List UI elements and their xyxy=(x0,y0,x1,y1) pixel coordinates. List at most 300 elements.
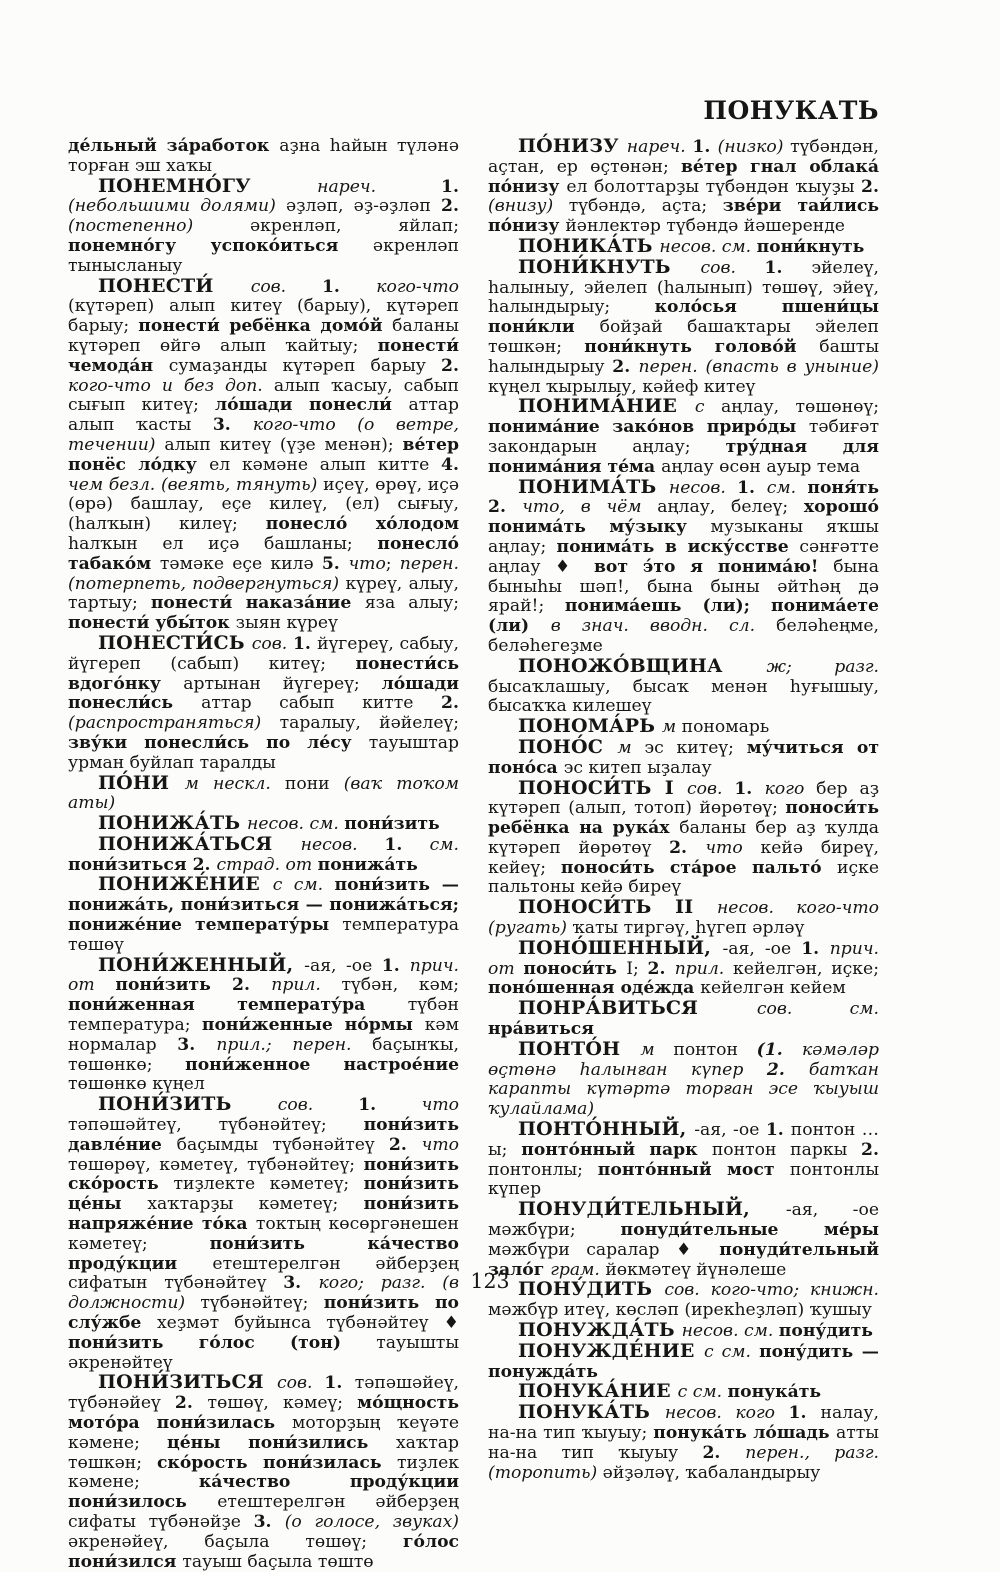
text-run: пону́дить — понужда́ть xyxy=(488,1341,879,1382)
text-run: несов. см. xyxy=(659,236,757,257)
text-run: етештерелгән әйберҙең сифатын түбәнәйтеү xyxy=(68,1253,459,1294)
text-run: кого-что (о ветре, течении) xyxy=(68,415,459,455)
text-run: 3. xyxy=(253,1511,285,1532)
text-run: ПОНЕМНО́ГУ xyxy=(98,174,318,197)
text-run: -ая, -ое xyxy=(722,938,802,959)
text-run: йөкмәтеү йүнәлеше xyxy=(605,1259,787,1280)
text-run: аттар алып ҡасты xyxy=(68,395,459,436)
text-run: поноси́ть ребёнка на рука́х xyxy=(488,798,879,839)
text-run: аңлау өсөн ауыр тема xyxy=(661,456,861,477)
text-run: -ая, -ое мәжбүри; xyxy=(488,1200,879,1241)
text-run: понести́сь вдого́нку xyxy=(68,653,459,694)
text-run: что xyxy=(705,837,761,858)
text-run: музыканы яҡшы аңлау; xyxy=(488,517,879,557)
text-run: ж; разг. xyxy=(766,656,879,677)
text-run: (о голосе, звуках) xyxy=(284,1511,459,1532)
text-run: 2. xyxy=(647,958,675,979)
text-run: зве́ри таи́лись по́низу xyxy=(488,196,879,237)
text-run: кейелгән кейем xyxy=(700,978,846,999)
text-run: перен. (впасть в уныние) xyxy=(638,356,879,377)
text-run: бысаҡлашыу, бысаҡ менән һуғышыу, бысаҡҡа килешеү xyxy=(488,676,879,717)
text-run: 2. xyxy=(192,854,217,875)
text-run: аттар сабып китте xyxy=(201,693,442,714)
text-run: иҫке пальтоны кейә биреү xyxy=(488,857,879,898)
text-run: 2. xyxy=(174,1393,208,1414)
text-run: пони́зить xyxy=(344,814,440,835)
text-run: 2. xyxy=(612,356,639,377)
text-run: налау, на-на тип ҡыуыу; xyxy=(488,1403,879,1443)
text-run: пони́кнуть голово́й xyxy=(584,336,820,357)
text-run: понима́ть в иску́сстве xyxy=(556,536,800,557)
text-run: түбәндән, аҫтан, ер өҫтөнән; xyxy=(488,137,879,177)
text-run: (постепенно) xyxy=(68,216,250,237)
text-run: ПОНИ́ЗИТЬСЯ xyxy=(98,1371,278,1394)
text-run: эйелеү, һалыныу, эйелеп (һалынып) төшөү, эйеү, һалындырыу; xyxy=(488,257,879,318)
text-run: нра́виться xyxy=(488,1019,594,1040)
text-run: 2. xyxy=(441,196,459,217)
text-run: 1. xyxy=(358,1095,422,1116)
dictionary-entry xyxy=(68,631,459,774)
text-run: (внизу) xyxy=(488,196,569,217)
text-run: м нескл. xyxy=(184,773,285,794)
text-run: ПОНТО́Н xyxy=(518,1037,641,1060)
dictionary-entry xyxy=(68,814,459,835)
text-run: 1. xyxy=(321,276,377,297)
text-run: һалҡын ел иҫә башланы; xyxy=(68,533,378,554)
text-run: в знач. вводн. сл. xyxy=(550,616,777,637)
text-run: ПОНО́ШЕННЫЙ, xyxy=(518,936,723,959)
text-run: пони́зить 2. xyxy=(115,975,272,996)
dictionary-entry xyxy=(488,717,879,738)
text-run: (ваҡ тоҡом аты) xyxy=(68,773,459,814)
text-run: аҙна һайын түләнә торған эш хаҡы xyxy=(68,136,459,176)
text-run: сов. кого-что; книжн. xyxy=(664,1280,879,1301)
text-run: 1. xyxy=(324,1373,355,1394)
text-run: токтың көсөргәнешен кәметеү; xyxy=(68,1214,459,1254)
text-run: ♦ понуди́тельный зало́г xyxy=(488,1239,879,1280)
text-run: 2. xyxy=(861,1139,879,1160)
text-run: әйҙәләү, ҡабаландырыу xyxy=(602,1462,821,1483)
text-run: понука́ть ло́шадь xyxy=(653,1423,837,1443)
text-run: ПОНИ́ЖЕННЫЙ, xyxy=(98,953,305,976)
text-run: -ая, -ое xyxy=(304,955,382,976)
text-run: әҙләп, әҙ-әҙләп xyxy=(286,196,442,217)
text-run: ел болоттарҙы түбәндән ҡыуҙы xyxy=(566,176,862,197)
text-run: ПОНИЖЕ́НИЕ xyxy=(98,873,273,896)
text-run: понести́ наказа́ние xyxy=(150,593,365,614)
text-run: пони́зить напряже́ние то́ка xyxy=(68,1194,459,1235)
text-run: сов. см. xyxy=(756,999,879,1020)
text-run: несов. xyxy=(300,834,385,855)
text-run: что, в чём xyxy=(522,497,658,518)
text-run: баланы күтәреп өйгә алып ҡайтыу; xyxy=(68,316,459,356)
text-run: йүгереү, сабыу, йүгереп (сабып) китеү; xyxy=(68,633,459,674)
text-run: несов. см. xyxy=(247,814,345,835)
text-run: тиҙлек кәмене; xyxy=(68,1452,459,1493)
text-run: тауыштар урман буйлап таралды xyxy=(68,732,459,773)
text-run: кого xyxy=(764,778,817,799)
text-run: понести́ убы́ток xyxy=(68,613,236,634)
text-run: пони́зить — понижа́ть, пони́зиться — понижа́ться; пониже́ние температу́ры xyxy=(68,875,459,936)
text-run: ПОНИМА́ТЬ xyxy=(518,475,669,498)
text-run: це́ны пони́зились xyxy=(167,1432,396,1453)
text-run: бойҙай башаҡтары эйелеп төшкән; xyxy=(488,317,879,357)
page-number: 123 xyxy=(470,1269,510,1293)
text-run: зыян күреү xyxy=(235,613,338,634)
dictionary-entry xyxy=(68,832,459,876)
text-run: прил. xyxy=(674,958,733,979)
text-run: 1. xyxy=(384,834,430,855)
text-run: тиҙлекте кәметеү; xyxy=(173,1174,364,1195)
text-run: ПОНУКА́НИЕ xyxy=(518,1380,678,1403)
text-run: хаҡтар төшкән; xyxy=(68,1432,459,1473)
text-run: -ая, -ое xyxy=(694,1120,766,1141)
dictionary-entry xyxy=(68,1095,459,1373)
text-run: етештерелгән әйберҙең сифаты түбәнәйҙе xyxy=(68,1492,459,1532)
text-run: кого-что xyxy=(376,276,459,297)
text-run: төшөнкө күңел xyxy=(68,1074,205,1095)
text-run: с см. xyxy=(677,1382,728,1403)
text-run: 2. xyxy=(766,1059,809,1080)
text-run: ло́шади понесли́сь xyxy=(68,673,459,714)
text-run: түбәндә, аҫта; xyxy=(568,196,723,217)
text-run: го́лос пони́зился xyxy=(68,1531,459,1572)
text-run: ПОНО́С xyxy=(518,735,618,758)
text-run: му́читься от поно́са xyxy=(488,737,880,778)
text-run: перен., разг. (торопить) xyxy=(488,1442,879,1483)
text-run: поноси́ть xyxy=(523,958,627,979)
text-run: грам. xyxy=(550,1259,606,1280)
text-run: ПО́НИ xyxy=(98,771,185,794)
text-run: кейелгән, иҫке; xyxy=(732,958,880,979)
dictionary-entry xyxy=(488,735,880,779)
text-run: ПОНИКА́ТЬ xyxy=(518,234,660,257)
text-run: ПОНИ́КНУТЬ xyxy=(518,255,701,278)
text-run: кәмәләр өҫтөнә һалынған күпер xyxy=(488,1039,879,1080)
text-run: тауыш баҫыла төштө xyxy=(182,1551,374,1572)
text-run: де́льный за́работок xyxy=(68,136,280,156)
dictionary-entry xyxy=(68,137,459,177)
text-run: ПОНЕСТИ́ xyxy=(98,274,251,297)
text-run: кейә биреү, кейеү; xyxy=(488,837,879,878)
text-run: сов. xyxy=(277,1095,359,1116)
text-run: (небольшими долями) xyxy=(68,196,287,217)
text-run: төшөү, кәмеү; xyxy=(207,1393,358,1414)
text-run: ПОНУ́ДИТЬ xyxy=(518,1278,665,1301)
dictionary-entry xyxy=(488,475,879,657)
text-run: күреү, алыу, тартыу; xyxy=(68,573,460,614)
text-run: ел кәмәне алып китте xyxy=(209,454,442,475)
text-run: кого-что и без доп. xyxy=(68,375,274,396)
text-run: с см. xyxy=(272,875,335,896)
dictionary-entry xyxy=(488,1403,879,1483)
text-run: ПОНИЖА́ТЬ xyxy=(98,812,248,835)
text-run: прич. от xyxy=(68,955,459,996)
text-run: башты һалындырыу xyxy=(488,336,879,377)
text-run: понтон паркы xyxy=(711,1139,862,1160)
text-run: моторҙың ҡеүәте кәмене; xyxy=(68,1413,460,1453)
dictionary-entry xyxy=(488,255,880,398)
dictionary-entry xyxy=(488,1120,879,1200)
text-run: эс китеп ыҙалау xyxy=(563,757,712,778)
text-run: ПОНОМА́РЬ xyxy=(518,715,662,738)
text-run: баҫымды түбәнәйтеү xyxy=(176,1134,389,1155)
text-run: түбәнәйтеү; xyxy=(200,1293,324,1314)
text-run: пони́зить ка́чество проду́кции xyxy=(68,1233,459,1274)
dictionary-entry xyxy=(488,137,879,237)
text-run: 1. xyxy=(381,955,410,976)
text-run: иҫеү, өрөү, иҫә (өрә) башлау, еҫе килеү, (ел) сығыу, (һалҡын) килеү; xyxy=(68,474,460,535)
text-run: пони́зить по слу́жбе xyxy=(68,1293,459,1334)
text-run: прич. от xyxy=(488,938,879,979)
text-run: беләһеңме, беләһегеҙме xyxy=(488,616,879,656)
text-run: перен. (потерпеть, подвергнуться) xyxy=(68,553,459,594)
text-run: хеҙмәт буйынса түбәнәйтеү xyxy=(156,1313,444,1334)
text-run: әкренләп тынысланыу xyxy=(68,235,459,276)
text-run: эс китеү; xyxy=(644,737,747,758)
text-run: таралыу, йәйелеү; xyxy=(279,713,459,734)
text-run: ПОНИ́ЗИТЬ xyxy=(98,1093,278,1116)
text-run: 2. xyxy=(702,1442,746,1463)
text-run: несов. кого xyxy=(664,1403,789,1424)
text-run: ПОНУЖДА́ТЬ xyxy=(518,1319,682,1342)
text-run: түбән температура; xyxy=(68,995,459,1036)
text-run: ♦ вот э́то я понима́ю! xyxy=(554,556,834,577)
text-run: нареч. xyxy=(626,137,693,157)
text-run: I; xyxy=(626,958,648,979)
text-run: что xyxy=(421,1134,459,1155)
text-run: 2. xyxy=(669,837,706,858)
text-run: ло́шади понесли́ xyxy=(214,395,409,416)
text-run: кого; разг. (в должности) xyxy=(68,1273,459,1314)
text-run: мәжбүр итеү, көсләп (ирекһеҙләп) ҡушыу xyxy=(488,1300,872,1321)
text-run: тру́дная для понима́ния те́ма xyxy=(488,436,879,477)
text-run: пони́зить це́ны xyxy=(68,1174,459,1215)
text-run: ПОНИМА́НИЕ xyxy=(518,395,695,418)
text-run: хаҡтарҙы кәметеү; xyxy=(147,1194,364,1215)
text-run: түбән, кәм; xyxy=(341,975,459,996)
text-run: понести́ чемода́н xyxy=(68,335,459,376)
text-run: что xyxy=(421,1095,459,1116)
text-run: батҡан карапты күтәртә торған эсе ҡыуыш ҡулайлама) xyxy=(488,1059,880,1120)
text-run: ско́рость пони́зилась xyxy=(156,1452,397,1473)
text-run: тауышты әкренәйтеү xyxy=(68,1332,459,1373)
text-run: понести́ ребёнка домо́й xyxy=(138,316,393,337)
text-run: 3. xyxy=(283,1273,319,1294)
text-run: тәбиғәт закондарын аңлау; xyxy=(488,417,879,457)
text-run: понижа́ть xyxy=(317,854,418,875)
text-run: понима́ешь (ли); понима́ете (ли) xyxy=(488,596,879,637)
text-run: ПОНИЖА́ТЬСЯ xyxy=(98,832,301,855)
text-run: ПОНОЖО́ВЩИНА xyxy=(518,654,767,677)
text-run: күңел ҡырылыу, кәйеф китеү xyxy=(488,376,756,397)
text-run: ПОНОСИ́ТЬ I xyxy=(518,776,687,799)
text-run: пони́зить ско́рость xyxy=(68,1154,459,1195)
text-run: төшөрөү, кәметеү, түбәнәйтеү; xyxy=(68,1154,364,1175)
text-run: ПО́НИЗУ xyxy=(518,135,627,157)
text-run: несов. см. xyxy=(681,1321,779,1342)
text-run: әкренәйеү, баҫыла төшөү; xyxy=(68,1531,403,1552)
text-run: поня́ть 2. xyxy=(488,477,879,518)
text-run: сов. xyxy=(700,257,765,278)
dictionary-entry xyxy=(68,771,459,815)
text-run: (распространяться) xyxy=(68,713,280,734)
text-run: баланы бер аҙ ҡулда күтәреп йөрөтөү xyxy=(488,818,879,858)
text-run: баҫынҡы, төшөнкө; xyxy=(68,1034,459,1075)
text-run: сов. xyxy=(250,276,322,297)
text-run: чем безл. (веять, тянуть) xyxy=(68,474,324,495)
text-run: м xyxy=(617,737,645,758)
text-run: сов. xyxy=(251,633,293,654)
text-run: яза алыу; xyxy=(364,593,459,614)
text-run: әкренләп, яйлап; xyxy=(249,216,459,237)
text-run: пони́женные но́рмы xyxy=(201,1015,425,1036)
text-run: 3. xyxy=(177,1034,217,1055)
text-run: понтон xyxy=(673,1039,757,1060)
text-run: йәнлектәр түбәндә йәшеренде xyxy=(565,216,845,237)
text-run: 1. xyxy=(734,778,765,799)
text-run: поно́шенная оде́жда xyxy=(488,978,701,999)
text-run: 1. xyxy=(737,477,767,498)
text-run: 1. xyxy=(692,137,718,157)
text-run: ве́тер гнал облака́ по́низу xyxy=(488,156,879,197)
dictionary-entry xyxy=(488,776,880,899)
text-run: см. xyxy=(766,477,808,498)
text-run: сов. xyxy=(277,1373,325,1394)
text-run: 2. xyxy=(388,1134,422,1155)
dictionary-entry xyxy=(68,1373,459,1572)
text-run: см. xyxy=(429,834,459,855)
text-run: ПОНОСИ́ТЬ II xyxy=(518,896,717,919)
dictionary-entry xyxy=(488,234,879,258)
text-run: прил.; перен. xyxy=(216,1034,373,1055)
text-run: бына быныһы шәп!, бына быны әйтһәң дә ярай!; xyxy=(488,556,879,617)
text-run: ка́чество проду́кции пони́зилось xyxy=(68,1472,459,1513)
dictionary-entry xyxy=(488,397,879,477)
text-run: сәнғәтте аңлау xyxy=(488,536,879,577)
text-run: хорошо́ понима́ть му́зыку xyxy=(488,497,879,538)
text-run: ПОНТО́ННЫЙ, xyxy=(518,1118,695,1141)
text-run: несов. xyxy=(668,477,738,498)
dictionary-entry xyxy=(488,1037,880,1120)
text-run: 1. xyxy=(765,1120,791,1141)
text-run: мо́щность мото́ра пони́зилась xyxy=(68,1393,459,1433)
text-run: понто́нный мост xyxy=(597,1159,790,1180)
dictionary-entry xyxy=(488,654,879,717)
text-run: понтонлы; xyxy=(488,1159,598,1180)
text-run: пону́дить xyxy=(778,1321,873,1342)
text-run: алып китеү (үҙе менән); xyxy=(164,434,403,455)
text-run: пони́женное настрое́ние xyxy=(185,1054,460,1075)
text-run: 4. xyxy=(441,454,459,475)
text-run: 1. xyxy=(441,176,459,197)
dictionary-entry xyxy=(68,953,460,1096)
text-run: бер аҙ күтәреп (алып, тотоп) йөрөтөү; xyxy=(488,778,880,819)
text-run: несов. кого-что (ругать) xyxy=(488,898,879,939)
text-run: (низко) xyxy=(717,137,791,157)
dictionary-entry xyxy=(68,174,459,277)
text-run: ПОНУКА́ТЬ xyxy=(518,1401,665,1424)
dictionary-entry xyxy=(488,936,880,999)
text-run: понука́ть xyxy=(727,1382,822,1403)
text-run: ПОНУДИ́ТЕЛЬНЫЙ, xyxy=(518,1198,786,1221)
dictionary-entry xyxy=(68,274,460,634)
text-run: кәм нормалар xyxy=(68,1015,459,1055)
text-run: алып ҡасыу, сабып сығып китеү; xyxy=(68,375,459,416)
text-run: пони́зиться xyxy=(68,854,193,875)
text-run: аңлау, төшөнөү; xyxy=(721,397,879,418)
dictionary-entry xyxy=(488,1339,879,1383)
text-run: ПОНРА́ВИТЬСЯ xyxy=(518,997,757,1020)
dictionary-entry xyxy=(488,1321,879,1342)
text-run: 2. xyxy=(441,355,459,376)
text-run: ♦ пони́зить го́лос (тон) xyxy=(68,1313,460,1353)
text-run: (1. xyxy=(756,1039,803,1060)
text-run: ве́тер понёс ло́дку xyxy=(68,434,459,475)
text-run: аңлау, белеү; xyxy=(657,497,804,518)
text-run: ПОНЕСТИ́СЬ xyxy=(98,631,252,654)
text-run: с см. xyxy=(703,1341,760,1362)
left-column xyxy=(68,137,459,1572)
text-run: пони́кнуть xyxy=(756,236,865,257)
dictionary-entry xyxy=(488,898,879,939)
text-run: тәпәшәйеү, түбәнәйеү xyxy=(68,1373,460,1414)
text-run: 1. xyxy=(801,938,830,959)
text-run: 2. xyxy=(441,693,459,714)
text-run: 1. xyxy=(788,1403,821,1424)
text-run: мәжбүри саралар xyxy=(488,1239,676,1260)
text-run: понесло́ табако́м xyxy=(68,533,459,574)
text-run: тәмәке еҫе килә xyxy=(159,553,322,574)
text-run: 2. xyxy=(861,176,879,197)
text-run: 3. xyxy=(212,415,253,436)
text-run: сов. xyxy=(687,778,735,799)
text-run: понима́ние зако́нов приро́ды xyxy=(488,417,809,438)
text-run: (күтәреп) алып китеү (барыу), күтәреп барыу; xyxy=(68,296,459,337)
text-run: нареч. xyxy=(317,176,442,197)
text-run: ; xyxy=(385,553,400,574)
text-run: понемно́гу успоко́иться xyxy=(68,235,373,256)
text-run: атты на-на тип ҡыуыу xyxy=(488,1423,879,1463)
text-run: поноси́ть ста́рое пальто́ xyxy=(560,857,837,878)
text-run: пони xyxy=(284,773,344,794)
text-run: с xyxy=(694,397,722,418)
text-run: понтон …ы; xyxy=(488,1120,879,1160)
text-run: понесло́ хо́лодом xyxy=(265,514,459,535)
text-run: понто́нный парк xyxy=(521,1139,712,1160)
text-run: ҡаты тиргәү, һүгеп әрләү xyxy=(572,918,805,939)
text-run: пономарь xyxy=(681,717,770,738)
guide-word: ПОНУКАТЬ xyxy=(703,96,879,125)
text-run: ПОНУЖДЕ́НИЕ xyxy=(518,1339,704,1362)
dictionary-entry xyxy=(68,875,459,955)
text-run: понуди́тельные ме́ры xyxy=(620,1220,880,1241)
text-run: 1. xyxy=(292,633,318,654)
text-run: сумаҙанды күтәреп барыу xyxy=(168,355,442,376)
text-run: 1. xyxy=(764,257,812,278)
text-run: температура төшөү xyxy=(68,915,459,955)
text-run: что xyxy=(348,553,386,574)
text-run: 5. xyxy=(321,553,349,574)
text-run: понтонлы күпер xyxy=(488,1159,879,1200)
text-run: зву́ки понесли́сь по ле́су xyxy=(68,732,369,753)
text-run: артынан йүгереү; xyxy=(183,673,382,694)
text-run: страд. от xyxy=(216,854,318,875)
text-run: м xyxy=(661,717,682,738)
text-run: м xyxy=(640,1039,674,1060)
text-run: коло́сья пшени́цы пони́кли xyxy=(488,297,880,338)
text-run: тәпәшәйтеү, түбәнәйтеү; xyxy=(68,1115,364,1136)
